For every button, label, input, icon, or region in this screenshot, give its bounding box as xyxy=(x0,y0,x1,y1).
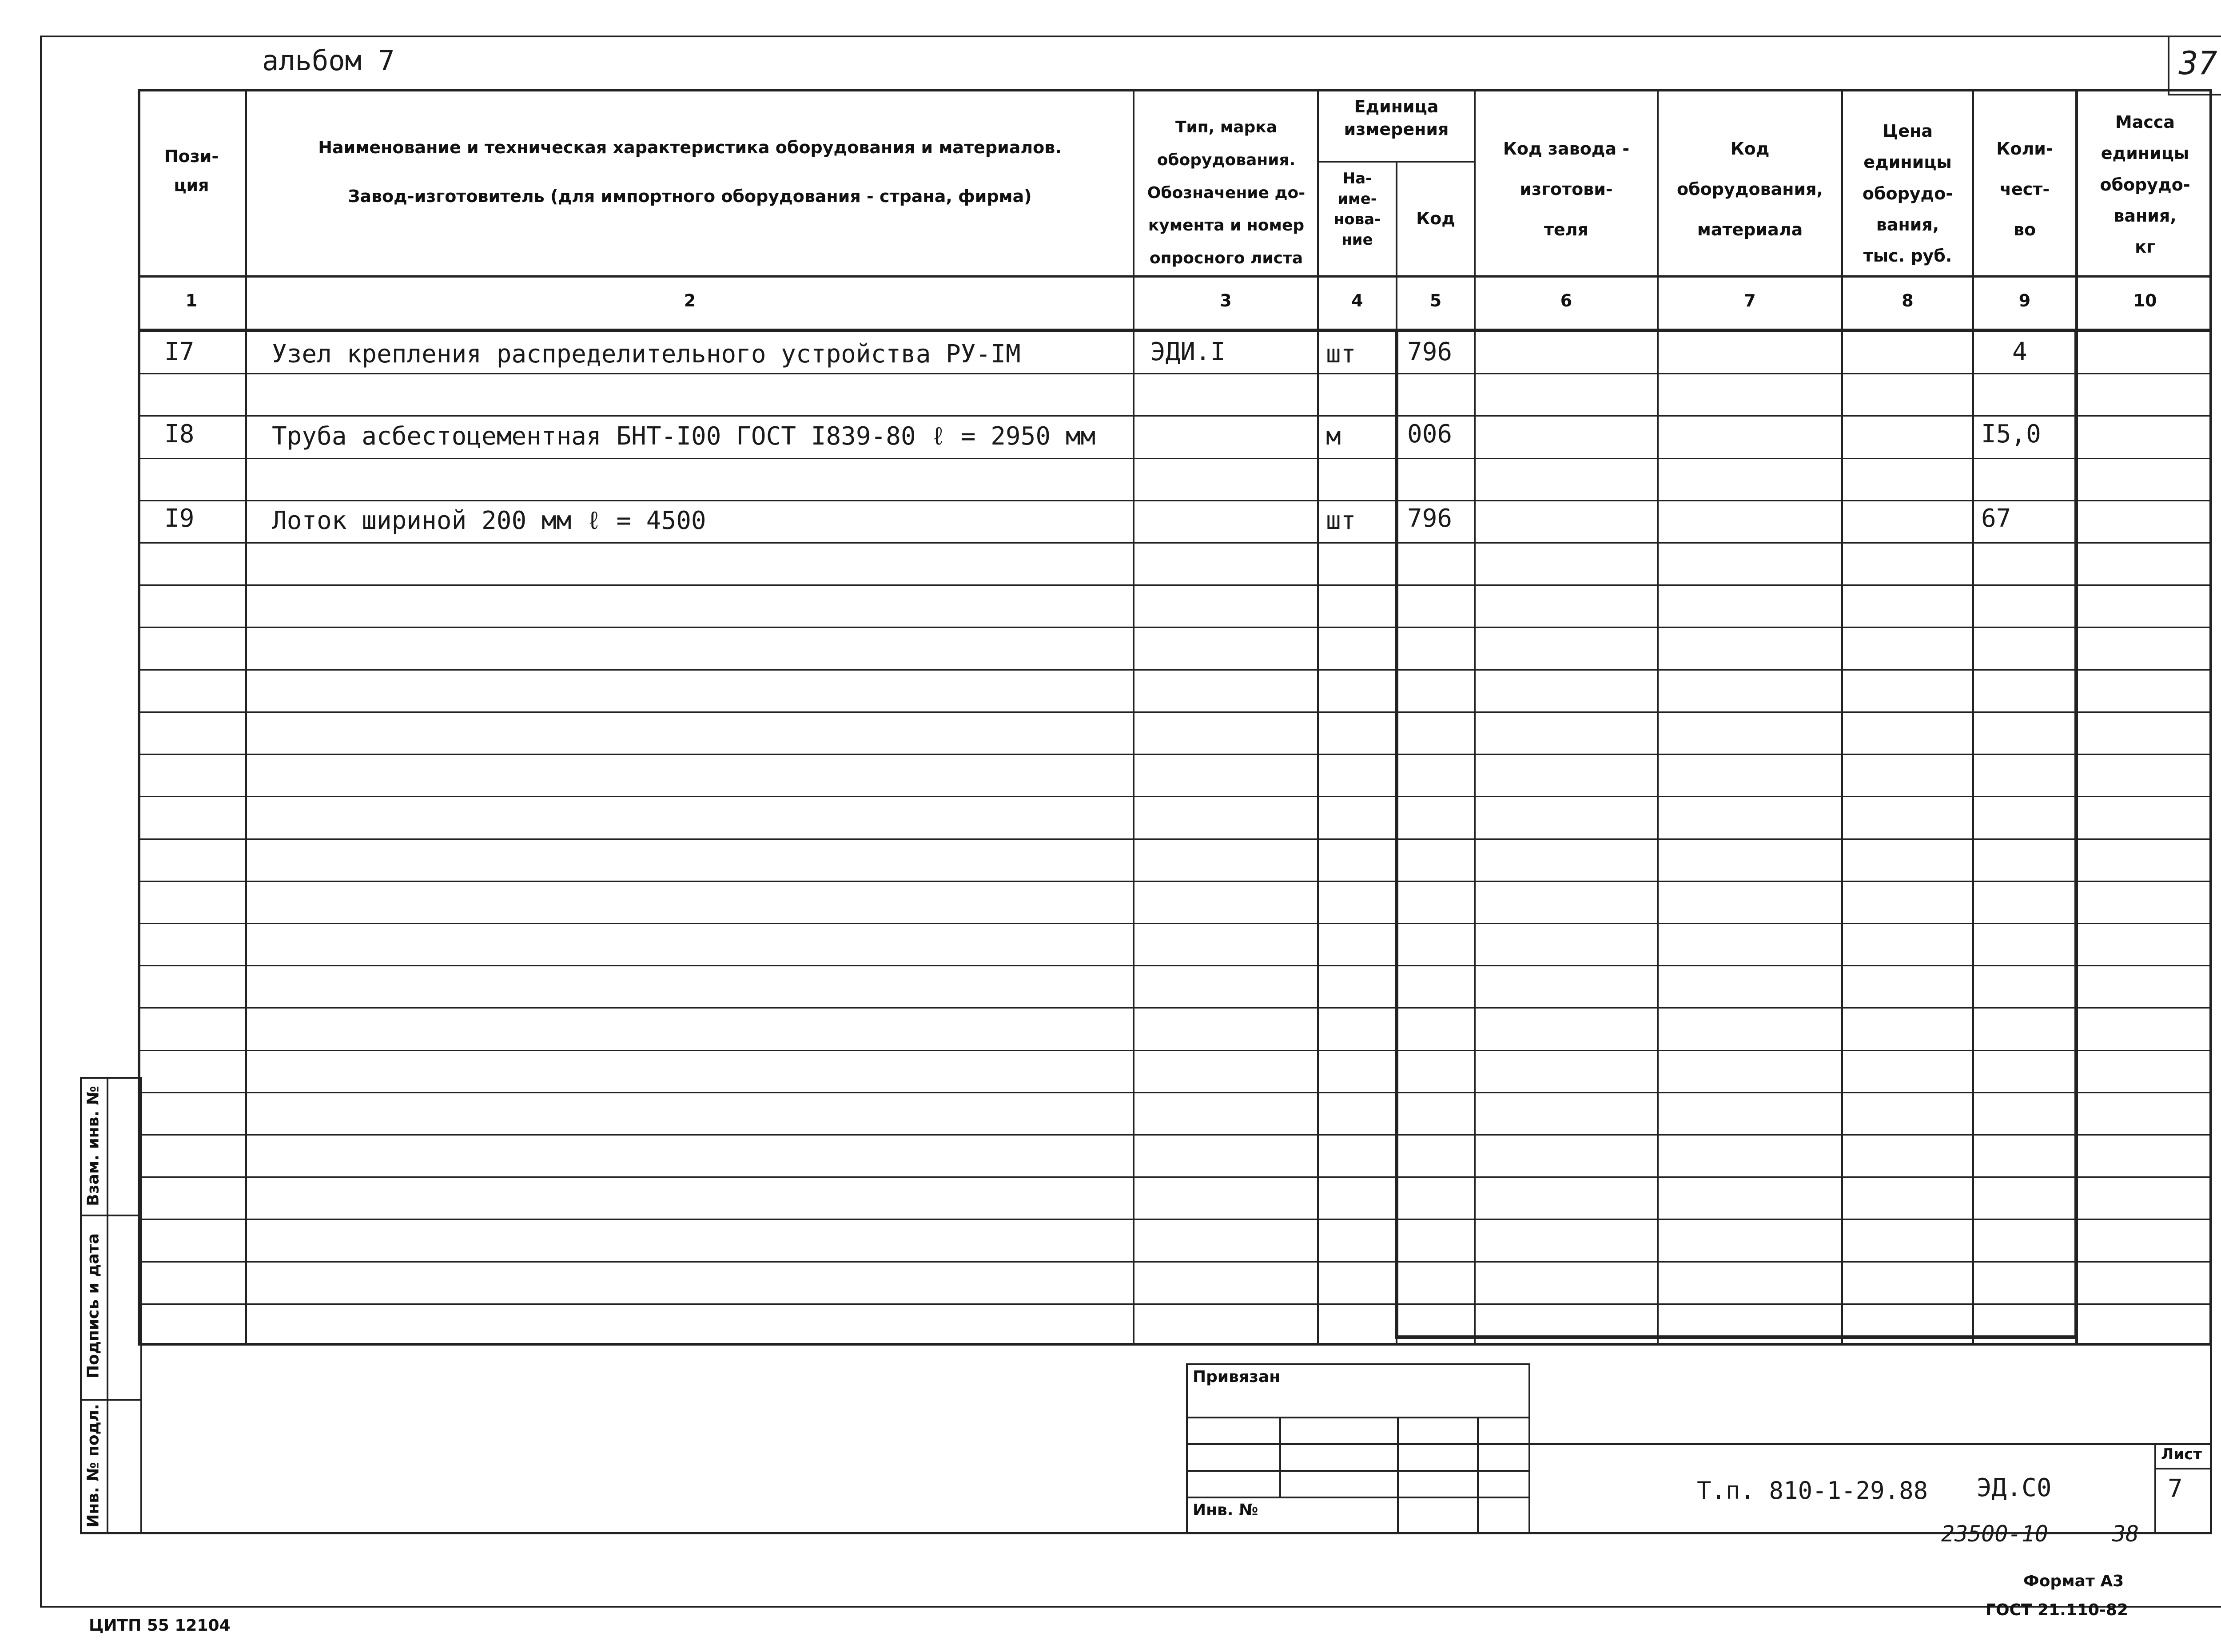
list-value: 7 xyxy=(2168,1474,2183,1503)
row-1-pos: I7 xyxy=(164,338,195,366)
row-1-type: ЭДИ.I xyxy=(1150,338,1226,366)
row-2-pos: I8 xyxy=(164,420,195,449)
privyazan-label: Привязан xyxy=(1193,1368,1281,1386)
unit-group-divider xyxy=(1317,161,1475,163)
colnum-9: 9 xyxy=(2018,291,2031,310)
row-3-name: Лоток шириной 200 мм ℓ = 4500 xyxy=(272,506,706,535)
colnum-bottom xyxy=(138,329,2212,332)
row-3-unit: шт xyxy=(1326,506,1356,535)
row-line xyxy=(138,1050,2212,1051)
colnum-10: 10 xyxy=(2133,291,2157,310)
colnum-5: 5 xyxy=(1429,291,1442,310)
row-1-unit: шт xyxy=(1326,340,1356,369)
header-col7: Код оборудования, материала xyxy=(1677,139,1823,240)
gost-label: ГОСТ 21.110-82 xyxy=(1986,1601,2129,1619)
privyazan-v3 xyxy=(1477,1417,1479,1534)
header-col1: Пози- ция xyxy=(164,147,219,195)
designation-text: Т.п. 810-1-29.88 xyxy=(1697,1477,1928,1505)
header-col2-line1: Наименование и техническая характеристика оборудования и материалов. xyxy=(318,138,1062,157)
colnum-1: 1 xyxy=(185,291,198,310)
header-col2-line2: Завод-изготовитель (для импортного оборудования - страна, фирма) xyxy=(348,187,1032,206)
row-3-code: 796 xyxy=(1407,504,1453,533)
side-label-inv: Инв. № подл. xyxy=(84,1404,103,1528)
header-col10: Масса единицы оборудо- вания, кг xyxy=(2100,112,2190,257)
row-line xyxy=(138,1007,2212,1009)
colnum-8: 8 xyxy=(1902,291,1914,310)
citp-label: ЦИТП 55 12104 xyxy=(89,1616,231,1635)
inv-no-label: Инв. № xyxy=(1193,1501,1258,1519)
header-col6: Код завода - изготови- теля xyxy=(1503,139,1630,240)
row-3-qty: 67 xyxy=(1981,504,2011,533)
row-2-code: 006 xyxy=(1407,420,1453,449)
header-col5: Код xyxy=(1416,209,1455,228)
row-line xyxy=(138,754,2212,755)
colnum-4: 4 xyxy=(1351,291,1363,310)
side-strip-divider xyxy=(107,1077,108,1534)
row-2-name: Труба асбестоцементная БНТ-I00 ГОСТ I839-80 ℓ = 2950 мм xyxy=(272,422,1096,451)
album-label: альбом 7 xyxy=(262,44,395,77)
row-line xyxy=(138,584,2212,586)
header-col8: Цена единицы оборудо- вания, тыс. руб. xyxy=(1862,121,1953,266)
format-label: Формат А3 xyxy=(2023,1572,2124,1590)
row-line xyxy=(138,415,2212,417)
row-line xyxy=(138,1303,2212,1305)
privyazan-v1 xyxy=(1279,1417,1281,1497)
row-line xyxy=(138,1261,2212,1263)
row-line xyxy=(138,500,2212,501)
colnum-6: 6 xyxy=(1560,291,1572,310)
row-line xyxy=(138,965,2212,966)
order-number: 23500-10 xyxy=(1941,1521,2048,1547)
row-line xyxy=(138,1219,2212,1220)
side-label-vzam: Взам. инв. № xyxy=(84,1086,103,1206)
row-line xyxy=(138,542,2212,544)
row-line xyxy=(138,1134,2212,1136)
side-label-podpis: Подпись и дата xyxy=(84,1233,103,1378)
row-1-code: 796 xyxy=(1407,338,1453,366)
row-1-name: Узел крепления распределительного устройства РУ-IМ xyxy=(272,340,1021,369)
row-3-pos: I9 xyxy=(164,504,195,533)
designation-code: ЭД.С0 xyxy=(1977,1473,2052,1502)
row-2-qty: I5,0 xyxy=(1981,420,2041,449)
designation-top xyxy=(1530,1443,2212,1445)
row-line xyxy=(138,923,2212,924)
row-1-qty: 4 xyxy=(2012,338,2027,366)
header-col3: Тип, марка оборудования. Обозначение до- кумента и номер опросного листа xyxy=(1147,118,1306,268)
row-line xyxy=(138,711,2212,713)
privyazan-v2 xyxy=(1397,1417,1399,1534)
side-strip-h1 xyxy=(80,1215,142,1216)
list-box-divider xyxy=(2154,1468,2212,1469)
row-line xyxy=(138,627,2212,628)
row-line xyxy=(138,458,2212,459)
thick-data-area xyxy=(1395,329,2078,1339)
bottom-area-right xyxy=(2210,1346,2212,1534)
page-number: 37 xyxy=(2179,44,2217,82)
header-col4: На- име- нова- ние xyxy=(1333,170,1381,249)
row-line xyxy=(138,669,2212,671)
colnum-3: 3 xyxy=(1220,291,1232,310)
row-line xyxy=(138,1176,2212,1178)
row-line xyxy=(138,796,2212,797)
row-2-unit: м xyxy=(1326,422,1341,451)
colnum-2: 2 xyxy=(684,291,696,310)
row-line xyxy=(138,1092,2212,1093)
colnum-7: 7 xyxy=(1744,291,1756,310)
header-unit-group: Единица измерения xyxy=(1344,97,1449,139)
header-bottom xyxy=(138,275,2212,278)
row-line xyxy=(138,373,2212,374)
order-page: 38 xyxy=(2112,1521,2139,1547)
list-label: Лист xyxy=(2161,1446,2202,1463)
header-col9: Коли- чест- во xyxy=(1996,139,2053,240)
row-line xyxy=(138,838,2212,840)
row-line xyxy=(138,881,2212,882)
bottom-area-bottom xyxy=(80,1532,2212,1534)
list-box-left xyxy=(2154,1443,2156,1534)
